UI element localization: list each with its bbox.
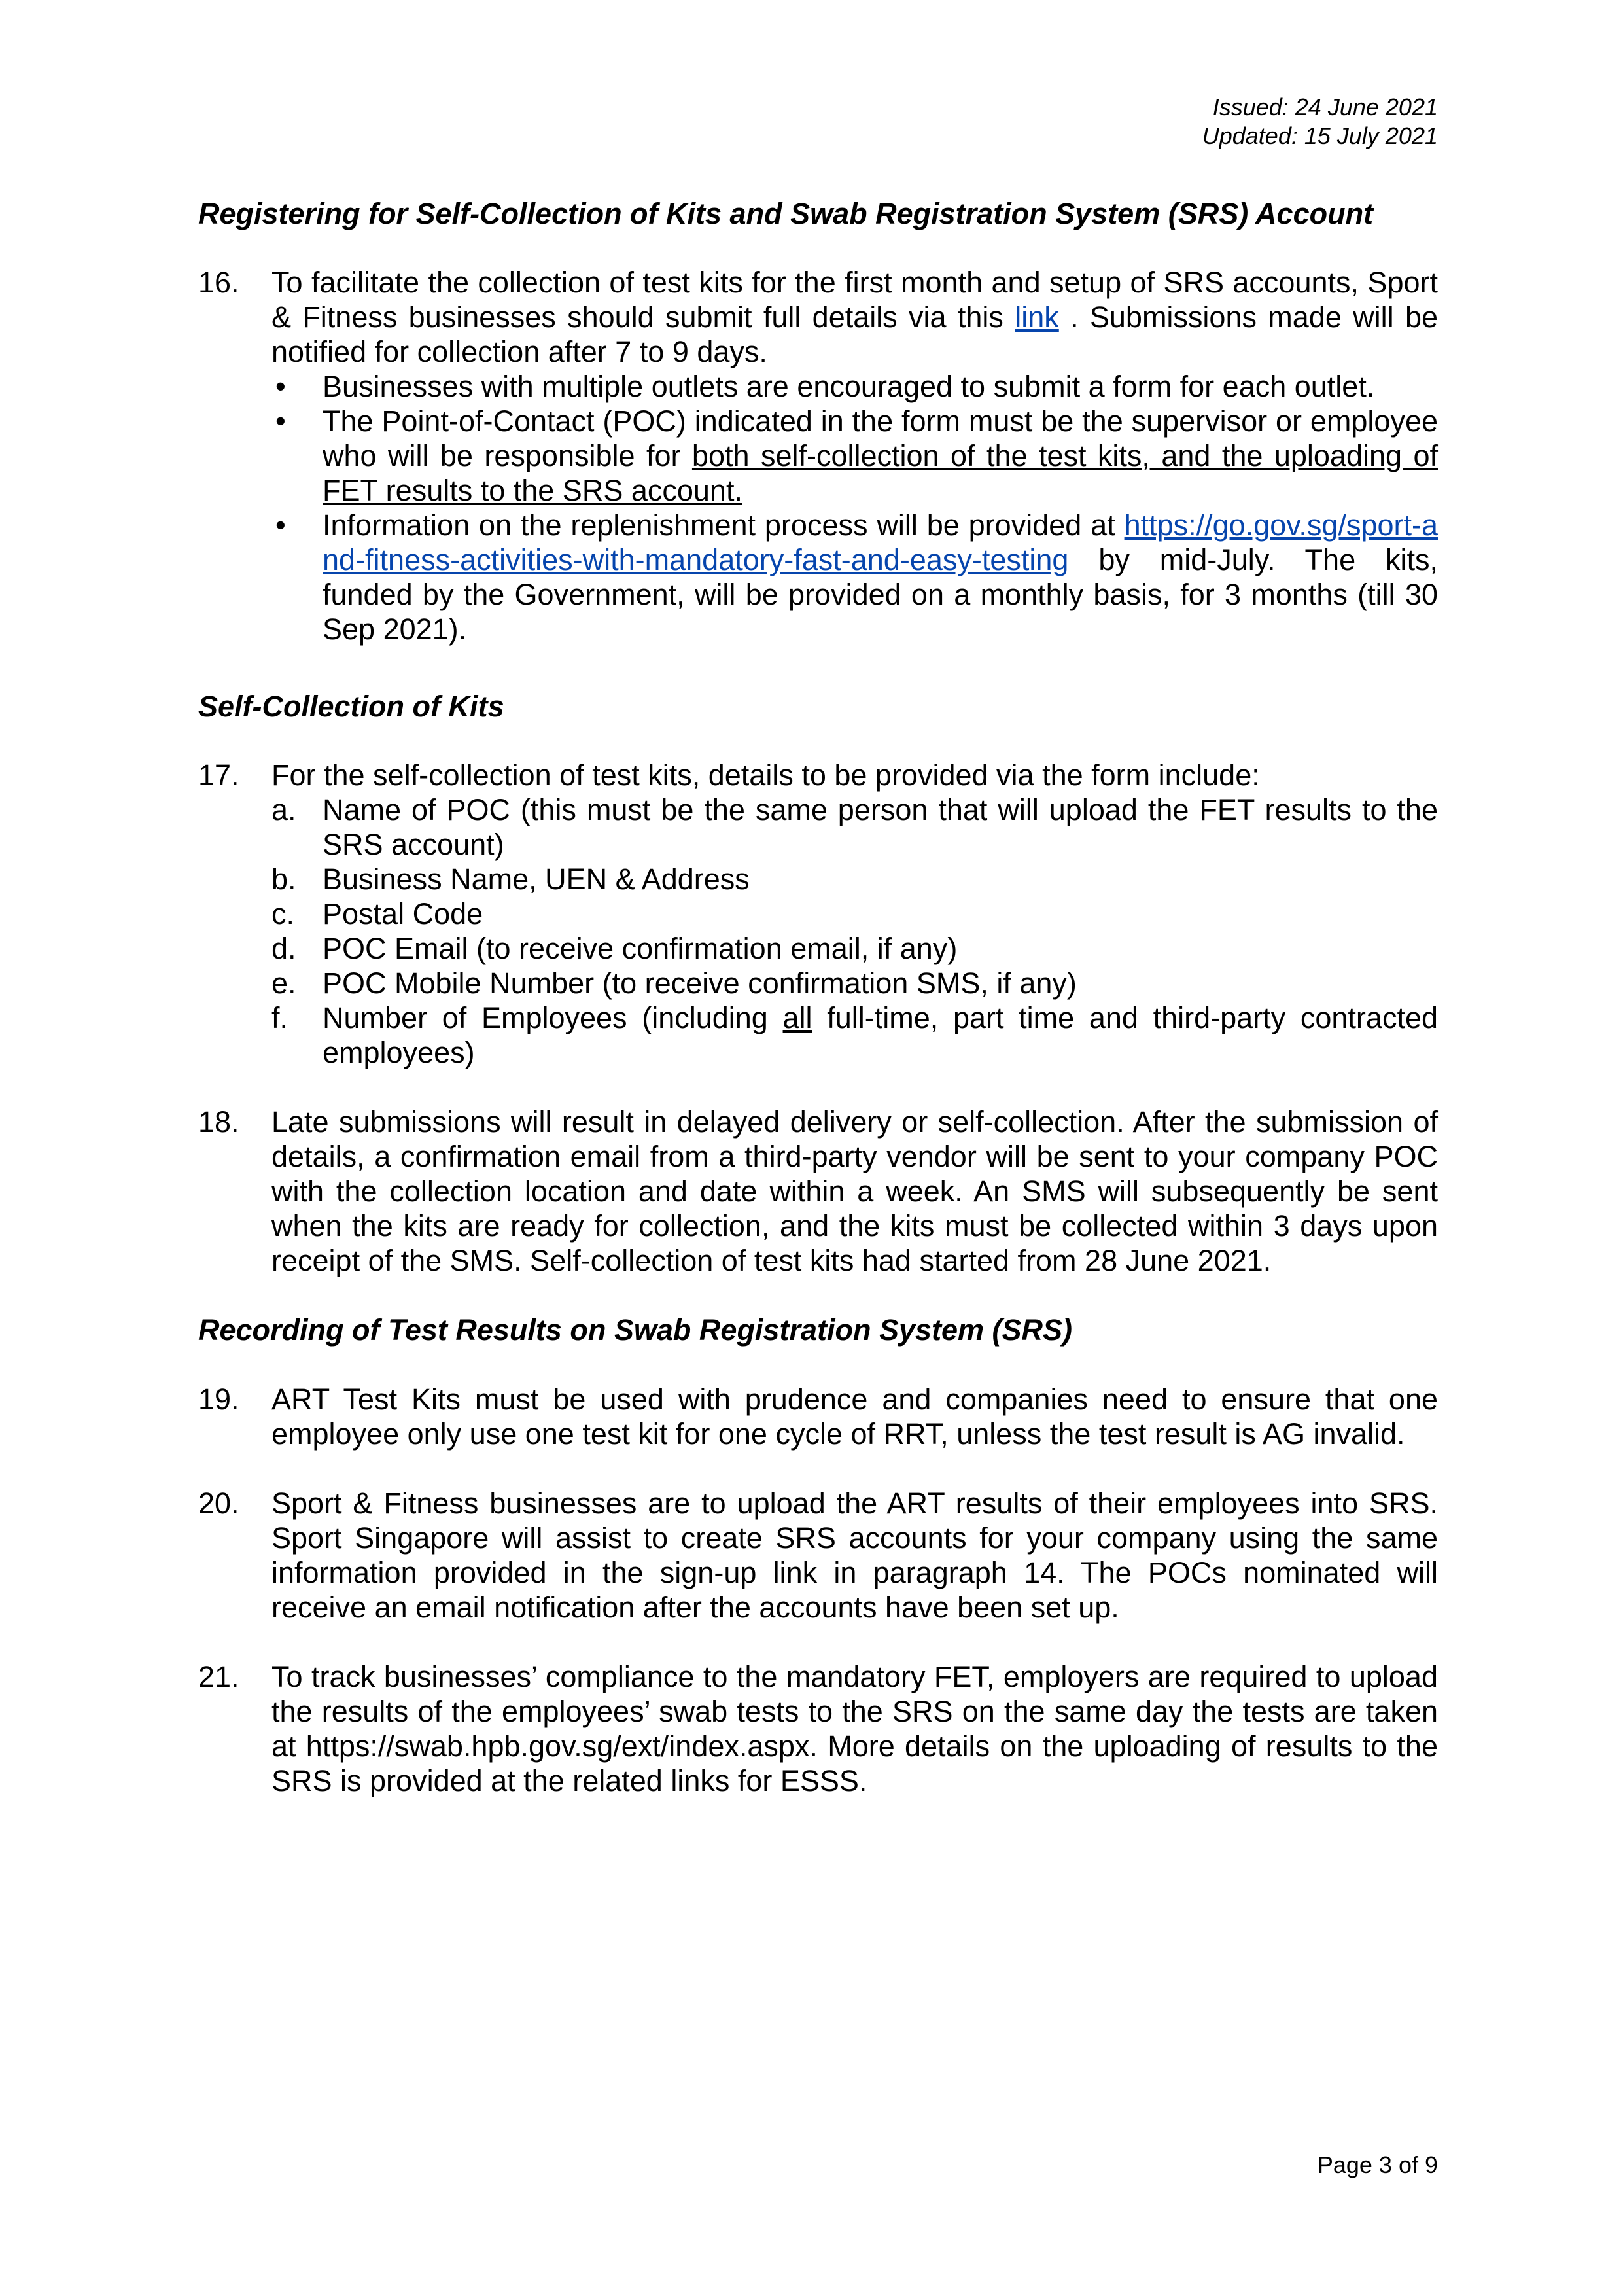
list-letter: e. (271, 966, 296, 1000)
paragraph-text: ART Test Kits must be used with prudence and companies need to ensure that one employee only use one test kit for one cycle of RRT, unless the test result is AG invalid. (271, 1383, 1438, 1451)
list-item-text: Name of POC (this must be the same person that will upload the FET results to the SRS account) (323, 793, 1438, 861)
paragraph-text-part: . Submissions made will be notified for collection after 7 to 9 days. (271, 300, 1438, 368)
paragraph-text-part: To facilitate the collection of test kits for the first month and setup of SRS accounts, Sport & Fitness businesses should submit full details via this (271, 266, 1438, 334)
list-item (271, 508, 1438, 646)
paragraph-text (271, 265, 1438, 369)
paragraph-21 (198, 1659, 1438, 1798)
section-heading-registering: Registering for Self-Collection of Kits and Swab Registration System (SRS) Account (198, 197, 1374, 230)
list-letter: b. (271, 862, 296, 896)
list-item (271, 1000, 1438, 1070)
list-letter: d. (271, 932, 296, 965)
list-item-text: POC Mobile Number (to receive confirmation SMS, if any) (323, 966, 1077, 1000)
list-item-text: full-time, part time and third-party contracted employees) (323, 1001, 1438, 1069)
paragraph-text: Late submissions will result in delayed delivery or self-collection. After the submission of details, a confirmation email from a third-party vendor will be sent to your company POC with the collection location and date within a week. An SMS will subsequently be sent when the kits are ready for collection, and the kits must be collected within 3 days upon receipt of the SMS. Self-collection of test kits had started from 28 June 2021. (271, 1105, 1438, 1277)
bullet-list (271, 369, 1438, 646)
paragraph-text: Sport & Fitness businesses are to upload the ART results of their employees into SRS. Sport Singapore will assist to create SRS accounts for your company using the same information provided in the sign-up link in paragraph 14. The POCs nominated will receive an email notification after the accounts have been set up. (271, 1487, 1438, 1624)
list-item-text: Number of Employees (including (323, 1001, 783, 1034)
paragraph-number: 21. (198, 1660, 239, 1693)
list-item-text: Business Name, UEN & Address (323, 862, 750, 896)
list-item (271, 896, 1438, 931)
paragraph-17 (198, 758, 1438, 1070)
paragraph-18 (198, 1104, 1438, 1278)
paragraph-number: 20. (198, 1487, 239, 1520)
list-letter: f. (271, 1001, 288, 1034)
list-item (271, 369, 1438, 404)
list-item-text: by mid-July. The kits, funded by the Government, will be provided on a monthly basis, for 3 months (till 30 Sep 2021). (323, 543, 1438, 646)
list-item (271, 931, 1438, 966)
paragraph-number: 16. (198, 266, 239, 299)
bullet-icon: • (275, 508, 286, 542)
paragraph-text: To track businesses’ compliance to the mandatory FET, employers are required to upload the results of the employees’ swab tests to the SRS on the same day the tests are taken at https://swab.hpb.gov.sg/ext/index.aspx. More details on the uploading of results to the SRS is provided at the related links for ESSS. (271, 1660, 1438, 1797)
paragraph-20 (198, 1486, 1438, 1625)
list-item-text: Information on the replenishment process will be provided at (323, 508, 1125, 542)
list-item-text: Postal Code (323, 897, 483, 930)
paragraph-number: 19. (198, 1383, 239, 1416)
list-item-text: Businesses with multiple outlets are encouraged to submit a form for each outlet. (323, 370, 1375, 403)
paragraph-number: 18. (198, 1105, 239, 1139)
underlined-text: both self-collection of the test kits, and the uploading of FET results to the SRS account. (323, 439, 1438, 507)
page-number: Page 3 of 9 (1317, 2151, 1438, 2178)
list-item (271, 404, 1438, 508)
bullet-icon: • (275, 404, 286, 438)
list-letter: a. (271, 793, 296, 826)
list-item-text: The Point-of-Contact (POC) indicated in the form must be the supervisor or employee who will be responsible for (323, 404, 1438, 472)
issued-date: Issued: 24 June 2021 (1212, 94, 1438, 120)
list-item (271, 792, 1438, 862)
issue-dates (1202, 93, 1438, 150)
lettered-list (271, 792, 1438, 1070)
form-link[interactable]: link (1015, 300, 1059, 334)
underlined-text: all (782, 1001, 812, 1034)
list-item (271, 966, 1438, 1000)
paragraph-text: For the self-collection of test kits, details to be provided via the form include: (271, 758, 1260, 792)
document-page (198, 0, 1438, 2296)
section-heading-self-collection: Self-Collection of Kits (198, 690, 504, 723)
bullet-icon: • (275, 370, 286, 403)
updated-date: Updated: 15 July 2021 (1202, 122, 1438, 149)
list-item (271, 862, 1438, 896)
list-letter: c. (271, 897, 295, 930)
paragraph-number: 17. (198, 758, 239, 792)
replenishment-link[interactable]: https://go.gov.sg/sport-and-fitness-activities-with-mandatory-fast-and-easy-testing (323, 508, 1438, 576)
section-heading-recording: Recording of Test Results on Swab Registration System (SRS) (198, 1313, 1073, 1347)
paragraph-16 (198, 265, 1438, 646)
list-item-text: POC Email (to receive confirmation email, if any) (323, 932, 958, 965)
paragraph-19 (198, 1382, 1438, 1451)
